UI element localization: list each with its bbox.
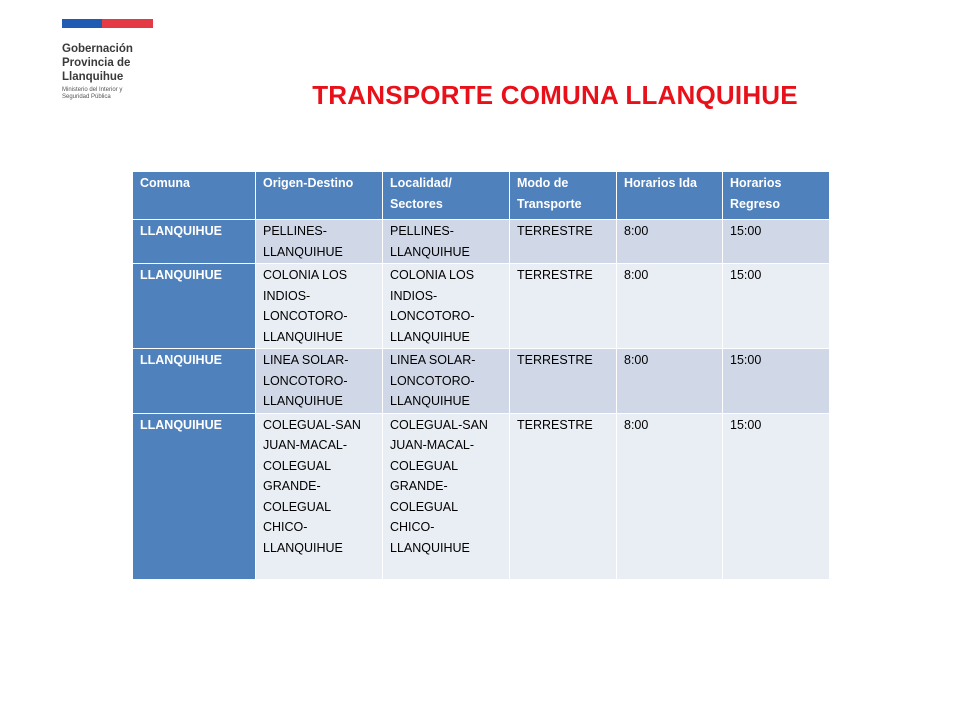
cell-modo: TERRESTRE (510, 413, 617, 579)
cell-origen: COLONIA LOS INDIOS-LONCOTORO-LLANQUIHUE (256, 264, 383, 349)
cell-localidad: LINEA SOLAR-LONCOTORO-LLANQUIHUE (383, 349, 510, 414)
cell-ida: 8:00 (617, 220, 723, 264)
cell-regreso: 15:00 (723, 264, 830, 349)
cell-ida: 8:00 (617, 349, 723, 414)
cell-modo: TERRESTRE (510, 220, 617, 264)
cell-comuna: LLANQUIHUE (133, 264, 256, 349)
table-row (133, 264, 830, 349)
table-row (133, 349, 830, 414)
cell-localidad: COLONIA LOS INDIOS-LONCOTORO-LLANQUIHUE (383, 264, 510, 349)
header-origen-destino: Origen-Destino (256, 172, 383, 220)
transport-table (132, 171, 830, 580)
header-horario-regreso: Horarios Regreso (723, 172, 830, 220)
logo-organization-name: Gobernación Provincia de Llanquihue (62, 43, 133, 83)
gobernacion-logo (62, 19, 162, 101)
table-header-row (133, 172, 830, 220)
cell-localidad: COLEGUAL-SAN JUAN-MACAL-COLEGUAL GRANDE-COLEGUAL CHICO-LLANQUIHUE (383, 413, 510, 579)
cell-regreso: 15:00 (723, 220, 830, 264)
cell-origen: PELLINES-LLANQUIHUE (256, 220, 383, 264)
cell-regreso: 15:00 (723, 349, 830, 414)
logo-ministry-name: Ministerio del Interior y Seguridad Pública (62, 87, 123, 100)
cell-regreso: 15:00 (723, 413, 830, 579)
header-localidad: Localidad/ Sectores (383, 172, 510, 220)
cell-comuna: LLANQUIHUE (133, 220, 256, 264)
flag-blue-segment (62, 19, 102, 28)
cell-origen: LINEA SOLAR-LONCOTORO-LLANQUIHUE (256, 349, 383, 414)
table-row (133, 220, 830, 264)
flag-red-segment (102, 19, 153, 28)
table-row (133, 413, 830, 579)
cell-modo: TERRESTRE (510, 349, 617, 414)
cell-comuna: LLANQUIHUE (133, 413, 256, 579)
cell-localidad: PELLINES-LLANQUIHUE (383, 220, 510, 264)
cell-ida: 8:00 (617, 413, 723, 579)
cell-modo: TERRESTRE (510, 264, 617, 349)
header-horario-ida: Horarios Ida (617, 172, 723, 220)
flag-bar-icon (62, 19, 153, 28)
header-comuna: Comuna (133, 172, 256, 220)
cell-comuna: LLANQUIHUE (133, 349, 256, 414)
header-modo: Modo de Transporte (510, 172, 617, 220)
cell-origen: COLEGUAL-SAN JUAN-MACAL-COLEGUAL GRANDE-COLEGUAL CHICO-LLANQUIHUE (256, 413, 383, 579)
cell-ida: 8:00 (617, 264, 723, 349)
page-title: TRANSPORTE COMUNA LLANQUIHUE (312, 80, 798, 110)
